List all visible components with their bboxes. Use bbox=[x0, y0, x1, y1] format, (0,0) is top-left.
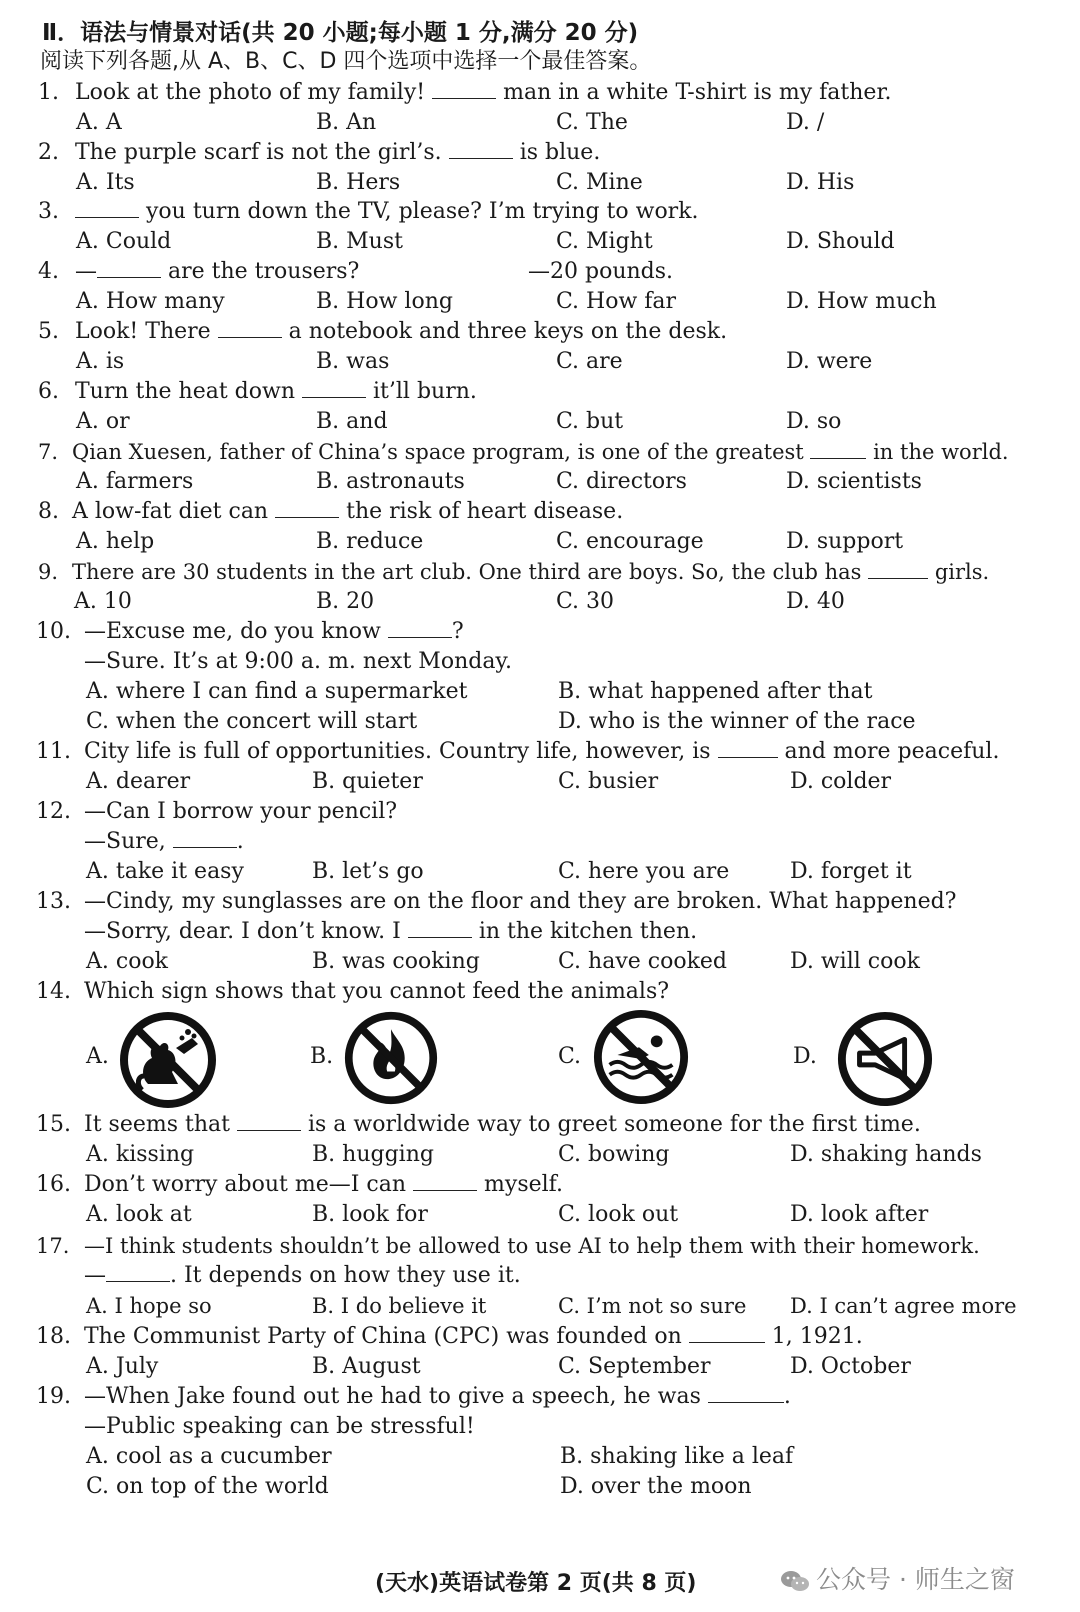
option-b: B. Hers bbox=[316, 170, 401, 195]
option-d: D. colder bbox=[790, 769, 892, 794]
question-15 bbox=[0, 1110, 1080, 1140]
no-feeding-animals-sign-icon bbox=[118, 1010, 218, 1110]
option-b: B. I do believe it bbox=[312, 1294, 487, 1318]
question-text: It seems that is a worldwide way to greet someone for the first time. bbox=[84, 1112, 921, 1137]
question-14 bbox=[0, 977, 1080, 1007]
option-c: C. when the concert will start bbox=[86, 709, 418, 734]
options-19-row2 bbox=[0, 1472, 1080, 1502]
question-text: City life is full of opportunities. Country life, however, is and more peaceful. bbox=[84, 739, 1000, 764]
option-a: A. A bbox=[76, 110, 122, 135]
option-a: A. where I can find a supermarket bbox=[86, 679, 468, 704]
option-a: A. July bbox=[86, 1354, 159, 1379]
question-number: 7. bbox=[38, 440, 59, 464]
answer-blank bbox=[97, 259, 161, 278]
option-b: B. Must bbox=[316, 229, 403, 254]
dialogue-reply: —Sorry, dear. I don’t know. I in the kitchen then. bbox=[84, 919, 698, 944]
question-18 bbox=[0, 1322, 1080, 1352]
answer-blank bbox=[689, 1324, 765, 1343]
option-d: D. who is the winner of the race bbox=[558, 709, 916, 734]
option-a: A. 10 bbox=[74, 589, 132, 614]
option-b: B. look for bbox=[312, 1202, 428, 1227]
option-a: A. cook bbox=[86, 949, 169, 974]
option-c: C. look out bbox=[558, 1202, 679, 1227]
question-number: 1. bbox=[38, 80, 59, 105]
option-a: A. look at bbox=[86, 1202, 192, 1227]
options-17 bbox=[0, 1291, 1080, 1321]
question-19-line2 bbox=[0, 1412, 1080, 1442]
option-c: C. directors bbox=[556, 469, 687, 494]
question-7 bbox=[0, 437, 1080, 467]
question-text: A low-fat diet can the risk of heart disease. bbox=[72, 499, 624, 524]
option-a: A. is bbox=[76, 349, 125, 374]
question-text: Which sign shows that you cannot feed the animals? bbox=[84, 979, 670, 1004]
question-17 bbox=[0, 1231, 1080, 1261]
options-12 bbox=[0, 857, 1080, 887]
option-c: C. bowing bbox=[558, 1142, 670, 1167]
option-c: C. here you are bbox=[558, 859, 730, 884]
option-c: C. Mine bbox=[556, 170, 643, 195]
option-b: B. was cooking bbox=[312, 949, 480, 974]
question-2 bbox=[0, 138, 1080, 168]
answer-blank bbox=[868, 560, 928, 579]
answer-blank bbox=[449, 140, 513, 159]
question-8 bbox=[0, 497, 1080, 527]
option-c: C. on top of the world bbox=[86, 1474, 329, 1499]
option-d: D. were bbox=[786, 349, 873, 374]
question-number: 9. bbox=[38, 560, 59, 584]
options-2 bbox=[0, 168, 1080, 198]
section-title: Ⅱ．语法与情景对话(共 20 小题;每小题 1 分,满分 20 分) bbox=[42, 20, 639, 46]
options-1 bbox=[0, 108, 1080, 138]
no-honking-sign-icon bbox=[836, 1010, 934, 1108]
option-c: C. Might bbox=[556, 229, 653, 254]
options-9 bbox=[0, 587, 1080, 617]
question-number: 14. bbox=[36, 979, 71, 1004]
option-b: B. let’s go bbox=[312, 859, 424, 884]
question-number: 18. bbox=[36, 1324, 71, 1349]
question-12 bbox=[0, 797, 1080, 827]
option-c: C. but bbox=[556, 409, 624, 434]
option-d: D. / bbox=[786, 110, 825, 135]
options-11 bbox=[0, 767, 1080, 797]
question-number: 8. bbox=[38, 499, 59, 524]
answer-blank bbox=[432, 80, 496, 99]
question-number: 19. bbox=[36, 1384, 71, 1409]
question-text: you turn down the TV, please? I’m trying to work. bbox=[75, 197, 699, 227]
option-c: C. I’m not so sure bbox=[558, 1294, 747, 1318]
option-b: B. quieter bbox=[312, 769, 423, 794]
no-fire-sign-icon bbox=[343, 1010, 439, 1106]
options-4 bbox=[0, 287, 1080, 317]
option-c: C. bbox=[558, 1044, 582, 1069]
option-b: B. and bbox=[316, 409, 388, 434]
answer-blank bbox=[218, 319, 282, 338]
answer-blank bbox=[388, 619, 452, 638]
option-a: A. I hope so bbox=[86, 1294, 212, 1318]
question-number: 16. bbox=[36, 1172, 71, 1197]
options-3 bbox=[0, 227, 1080, 257]
question-text: The Communist Party of China (CPC) was founded on 1, 1921. bbox=[84, 1324, 863, 1349]
question-number: 4. bbox=[38, 259, 59, 284]
options-18 bbox=[0, 1352, 1080, 1382]
dialogue-reply: —20 pounds. bbox=[528, 259, 674, 284]
dialogue-reply: —Public speaking can be stressful! bbox=[84, 1414, 475, 1439]
question-9 bbox=[0, 557, 1080, 587]
question-number: 11. bbox=[36, 739, 71, 764]
no-swimming-sign-icon bbox=[592, 1008, 690, 1106]
wechat-icon bbox=[780, 1569, 810, 1593]
option-d: D. How much bbox=[786, 289, 937, 314]
question-10-line2 bbox=[0, 647, 1080, 677]
question-text: The purple scarf is not the girl’s. is blue. bbox=[75, 140, 601, 165]
answer-blank bbox=[275, 499, 339, 518]
option-d: D. over the moon bbox=[560, 1474, 752, 1499]
option-c: C. How far bbox=[556, 289, 677, 314]
option-a: A. help bbox=[76, 529, 155, 554]
option-a: A. kissing bbox=[86, 1142, 195, 1167]
question-number: 12. bbox=[36, 799, 71, 824]
question-number: 13. bbox=[36, 889, 71, 914]
options-8 bbox=[0, 527, 1080, 557]
question-text: There are 30 students in the art club. One third are boys. So, the club has girls. bbox=[72, 560, 990, 584]
option-d: D. shaking hands bbox=[790, 1142, 982, 1167]
option-b: B. shaking like a leaf bbox=[560, 1444, 794, 1469]
options-10-row1 bbox=[0, 677, 1080, 707]
question-text: —I think students shouldn’t be allowed to use AI to help them with their homework. bbox=[84, 1234, 980, 1258]
option-a: A. How many bbox=[76, 289, 225, 314]
option-a: A. Its bbox=[76, 170, 135, 195]
option-d: D. 40 bbox=[786, 589, 845, 614]
options-13 bbox=[0, 947, 1080, 977]
option-a: A. bbox=[86, 1044, 109, 1069]
question-4 bbox=[0, 257, 1080, 287]
question-19 bbox=[0, 1382, 1080, 1412]
question-text: —Cindy, my sunglasses are on the floor and they are broken. What happened? bbox=[84, 889, 957, 914]
option-b: B. astronauts bbox=[316, 469, 465, 494]
options-15 bbox=[0, 1140, 1080, 1170]
answer-blank bbox=[413, 1172, 477, 1191]
dialogue-reply: —Sure. It’s at 9:00 a. m. next Monday. bbox=[84, 649, 512, 674]
question-13 bbox=[0, 887, 1080, 917]
question-text: Don’t worry about me—I can myself. bbox=[84, 1172, 564, 1197]
section-instruction: 阅读下列各题,从 A、B、C、D 四个选项中选择一个最佳答案。 bbox=[40, 49, 652, 74]
question-number: 15. bbox=[36, 1112, 71, 1137]
answer-blank bbox=[106, 1263, 170, 1282]
answer-blank bbox=[810, 440, 866, 459]
option-b: B. How long bbox=[316, 289, 453, 314]
question-number: 6. bbox=[38, 379, 59, 404]
option-b: B. hugging bbox=[312, 1142, 434, 1167]
question-12-line2 bbox=[0, 827, 1080, 857]
option-a: A. cool as a cucumber bbox=[86, 1444, 332, 1469]
option-c: C. encourage bbox=[556, 529, 704, 554]
option-c: C. September bbox=[558, 1354, 711, 1379]
answer-blank bbox=[708, 1384, 784, 1403]
page-footer: (天水)英语试卷第 2 页(共 8 页) bbox=[375, 1571, 697, 1596]
question-16 bbox=[0, 1170, 1080, 1200]
answer-blank bbox=[302, 379, 366, 398]
option-a: A. Could bbox=[76, 229, 172, 254]
option-d: D. bbox=[793, 1044, 817, 1069]
option-d: D. October bbox=[790, 1354, 911, 1379]
options-7 bbox=[0, 467, 1080, 497]
option-c: C. busier bbox=[558, 769, 659, 794]
option-d: D. I can’t agree more bbox=[790, 1294, 1017, 1318]
option-b: B. bbox=[310, 1044, 334, 1069]
question-5 bbox=[0, 317, 1080, 347]
answer-blank bbox=[237, 1112, 301, 1131]
question-10 bbox=[0, 617, 1080, 647]
question-number: 17. bbox=[36, 1234, 70, 1258]
option-b: B. was bbox=[316, 349, 390, 374]
dialogue-reply: — . It depends on how they use it. bbox=[84, 1263, 521, 1288]
question-number: 2. bbox=[38, 140, 59, 165]
question-13-line2 bbox=[0, 917, 1080, 947]
options-10-row2 bbox=[0, 707, 1080, 737]
option-d: D. forget it bbox=[790, 859, 912, 884]
option-c: C. are bbox=[556, 349, 623, 374]
answer-blank bbox=[718, 739, 778, 758]
options-16 bbox=[0, 1200, 1080, 1230]
question-3 bbox=[0, 197, 1080, 227]
option-b: B. reduce bbox=[316, 529, 424, 554]
question-number: 5. bbox=[38, 319, 59, 344]
question-text: — are the trousers? bbox=[75, 259, 360, 284]
option-a: A. take it easy bbox=[86, 859, 244, 884]
answer-blank bbox=[173, 829, 237, 848]
question-text: —Excuse me, do you know ? bbox=[84, 619, 464, 644]
watermark bbox=[780, 1560, 1015, 1596]
option-a: A. farmers bbox=[76, 469, 194, 494]
option-d: D. will cook bbox=[790, 949, 920, 974]
question-text: —When Jake found out he had to give a speech, he was . bbox=[84, 1384, 791, 1409]
question-text: —Can I borrow your pencil? bbox=[84, 799, 398, 824]
answer-blank bbox=[75, 199, 139, 218]
question-text: Look! There a notebook and three keys on the desk. bbox=[75, 319, 728, 344]
options-5 bbox=[0, 347, 1080, 377]
question-text: Qian Xuesen, father of China’s space program, is one of the greatest in the world. bbox=[72, 440, 1009, 464]
option-b: B. An bbox=[316, 110, 377, 135]
question-text: Look at the photo of my family! man in a white T-shirt is my father. bbox=[75, 80, 892, 105]
option-b: B. 20 bbox=[316, 589, 375, 614]
question-number: 10. bbox=[36, 619, 71, 644]
options-19-row1 bbox=[0, 1442, 1080, 1472]
options-6 bbox=[0, 407, 1080, 437]
question-1 bbox=[0, 78, 1080, 108]
option-b: B. August bbox=[312, 1354, 421, 1379]
option-d: D. Should bbox=[786, 229, 895, 254]
question-text: Turn the heat down it’ll burn. bbox=[75, 379, 477, 404]
question-number: 3. bbox=[38, 199, 59, 224]
option-a: A. or bbox=[76, 409, 130, 434]
watermark-text: 公众号 · 师生之窗 bbox=[816, 1565, 1015, 1594]
option-d: D. so bbox=[786, 409, 842, 434]
option-d: D. support bbox=[786, 529, 904, 554]
option-d: D. His bbox=[786, 170, 855, 195]
option-c: C. The bbox=[556, 110, 628, 135]
dialogue-reply: —Sure, . bbox=[84, 829, 244, 854]
answer-blank bbox=[408, 919, 472, 938]
option-a: A. dearer bbox=[86, 769, 191, 794]
option-d: D. look after bbox=[790, 1202, 929, 1227]
question-17-line2 bbox=[0, 1261, 1080, 1291]
option-c: C. 30 bbox=[556, 589, 615, 614]
option-c: C. have cooked bbox=[558, 949, 728, 974]
question-11 bbox=[0, 737, 1080, 767]
question-6 bbox=[0, 377, 1080, 407]
option-b: B. what happened after that bbox=[558, 679, 873, 704]
option-d: D. scientists bbox=[786, 469, 922, 494]
